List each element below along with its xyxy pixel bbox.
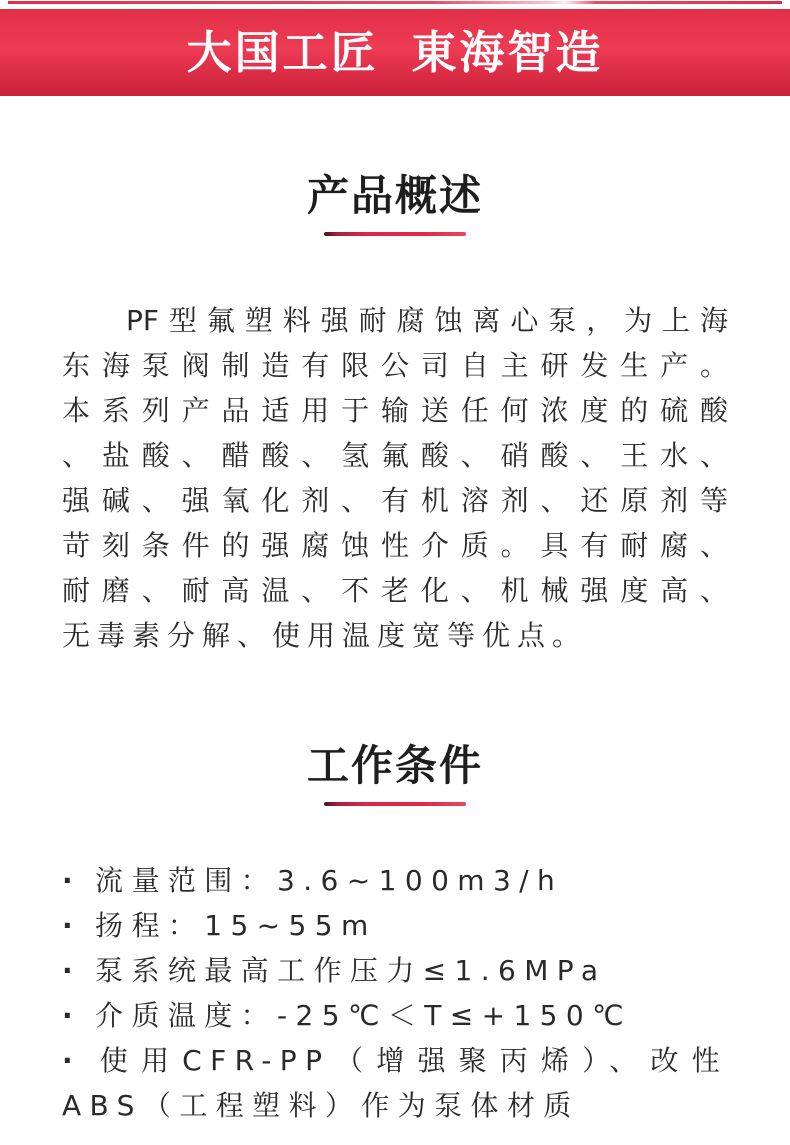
conditions-list bbox=[62, 858, 728, 1128]
condition-item bbox=[62, 948, 728, 993]
overview-paragraph-line: PF型氟塑料强耐腐蚀离心泵，为上海 bbox=[126, 304, 728, 337]
conditions-section-title: 工作条件 bbox=[306, 741, 483, 790]
page bbox=[0, 1, 790, 1128]
banner-title: 大国工匠 東海智造 bbox=[186, 26, 604, 79]
overview-paragraph-line: 东海泵阀制造有限公司自主研发生产。 bbox=[62, 349, 728, 382]
condition-item bbox=[62, 1038, 728, 1128]
bullet-dot-icon: · bbox=[62, 864, 82, 897]
bullet-dot-icon: · bbox=[62, 954, 82, 987]
top-accent-line bbox=[8, 1, 782, 4]
overview-paragraph-line: 无毒素分解、使用温度宽等优点。 bbox=[62, 619, 588, 652]
overview-section bbox=[0, 172, 790, 658]
condition-item bbox=[62, 903, 728, 948]
overview-paragraph-line: 苛刻条件的强腐蚀性介质。具有耐腐、 bbox=[62, 529, 728, 562]
bullet-dot-icon: · bbox=[62, 999, 82, 1032]
overview-paragraph-line: 强碱、强氧化剂、有机溶剂、还原剂等 bbox=[62, 484, 728, 517]
overview-paragraph bbox=[62, 298, 728, 658]
condition-text: 使用CFR-PP（增强聚丙烯）、改性ABS（工程塑料）作为泵体材质 bbox=[62, 1044, 728, 1122]
overview-paragraph-line: 本系列产品适用于输送任何浓度的硫酸 bbox=[62, 394, 728, 427]
condition-text: 扬程：15~55m bbox=[95, 909, 377, 942]
banner bbox=[0, 9, 790, 96]
condition-item bbox=[62, 858, 728, 903]
overview-paragraph-line: 耐磨、耐高温、不老化、机械强度高、 bbox=[62, 574, 728, 607]
bullet-dot-icon: · bbox=[62, 909, 82, 942]
overview-title-underline bbox=[324, 232, 466, 236]
overview-paragraph-line: 、盐酸、醋酸、氢氟酸、硝酸、王水、 bbox=[62, 439, 728, 472]
condition-text: 流量范围：3.6~100m3/h bbox=[95, 864, 564, 897]
conditions-section bbox=[0, 742, 790, 1128]
condition-item bbox=[62, 993, 728, 1038]
condition-text: 介质温度：-25℃＜T≤+150℃ bbox=[95, 999, 632, 1032]
bullet-dot-icon: · bbox=[62, 1044, 82, 1077]
overview-section-title: 产品概述 bbox=[306, 171, 483, 220]
conditions-title-underline bbox=[324, 802, 466, 806]
condition-text: 泵系统最高工作压力≤1.6MPa bbox=[95, 954, 607, 987]
